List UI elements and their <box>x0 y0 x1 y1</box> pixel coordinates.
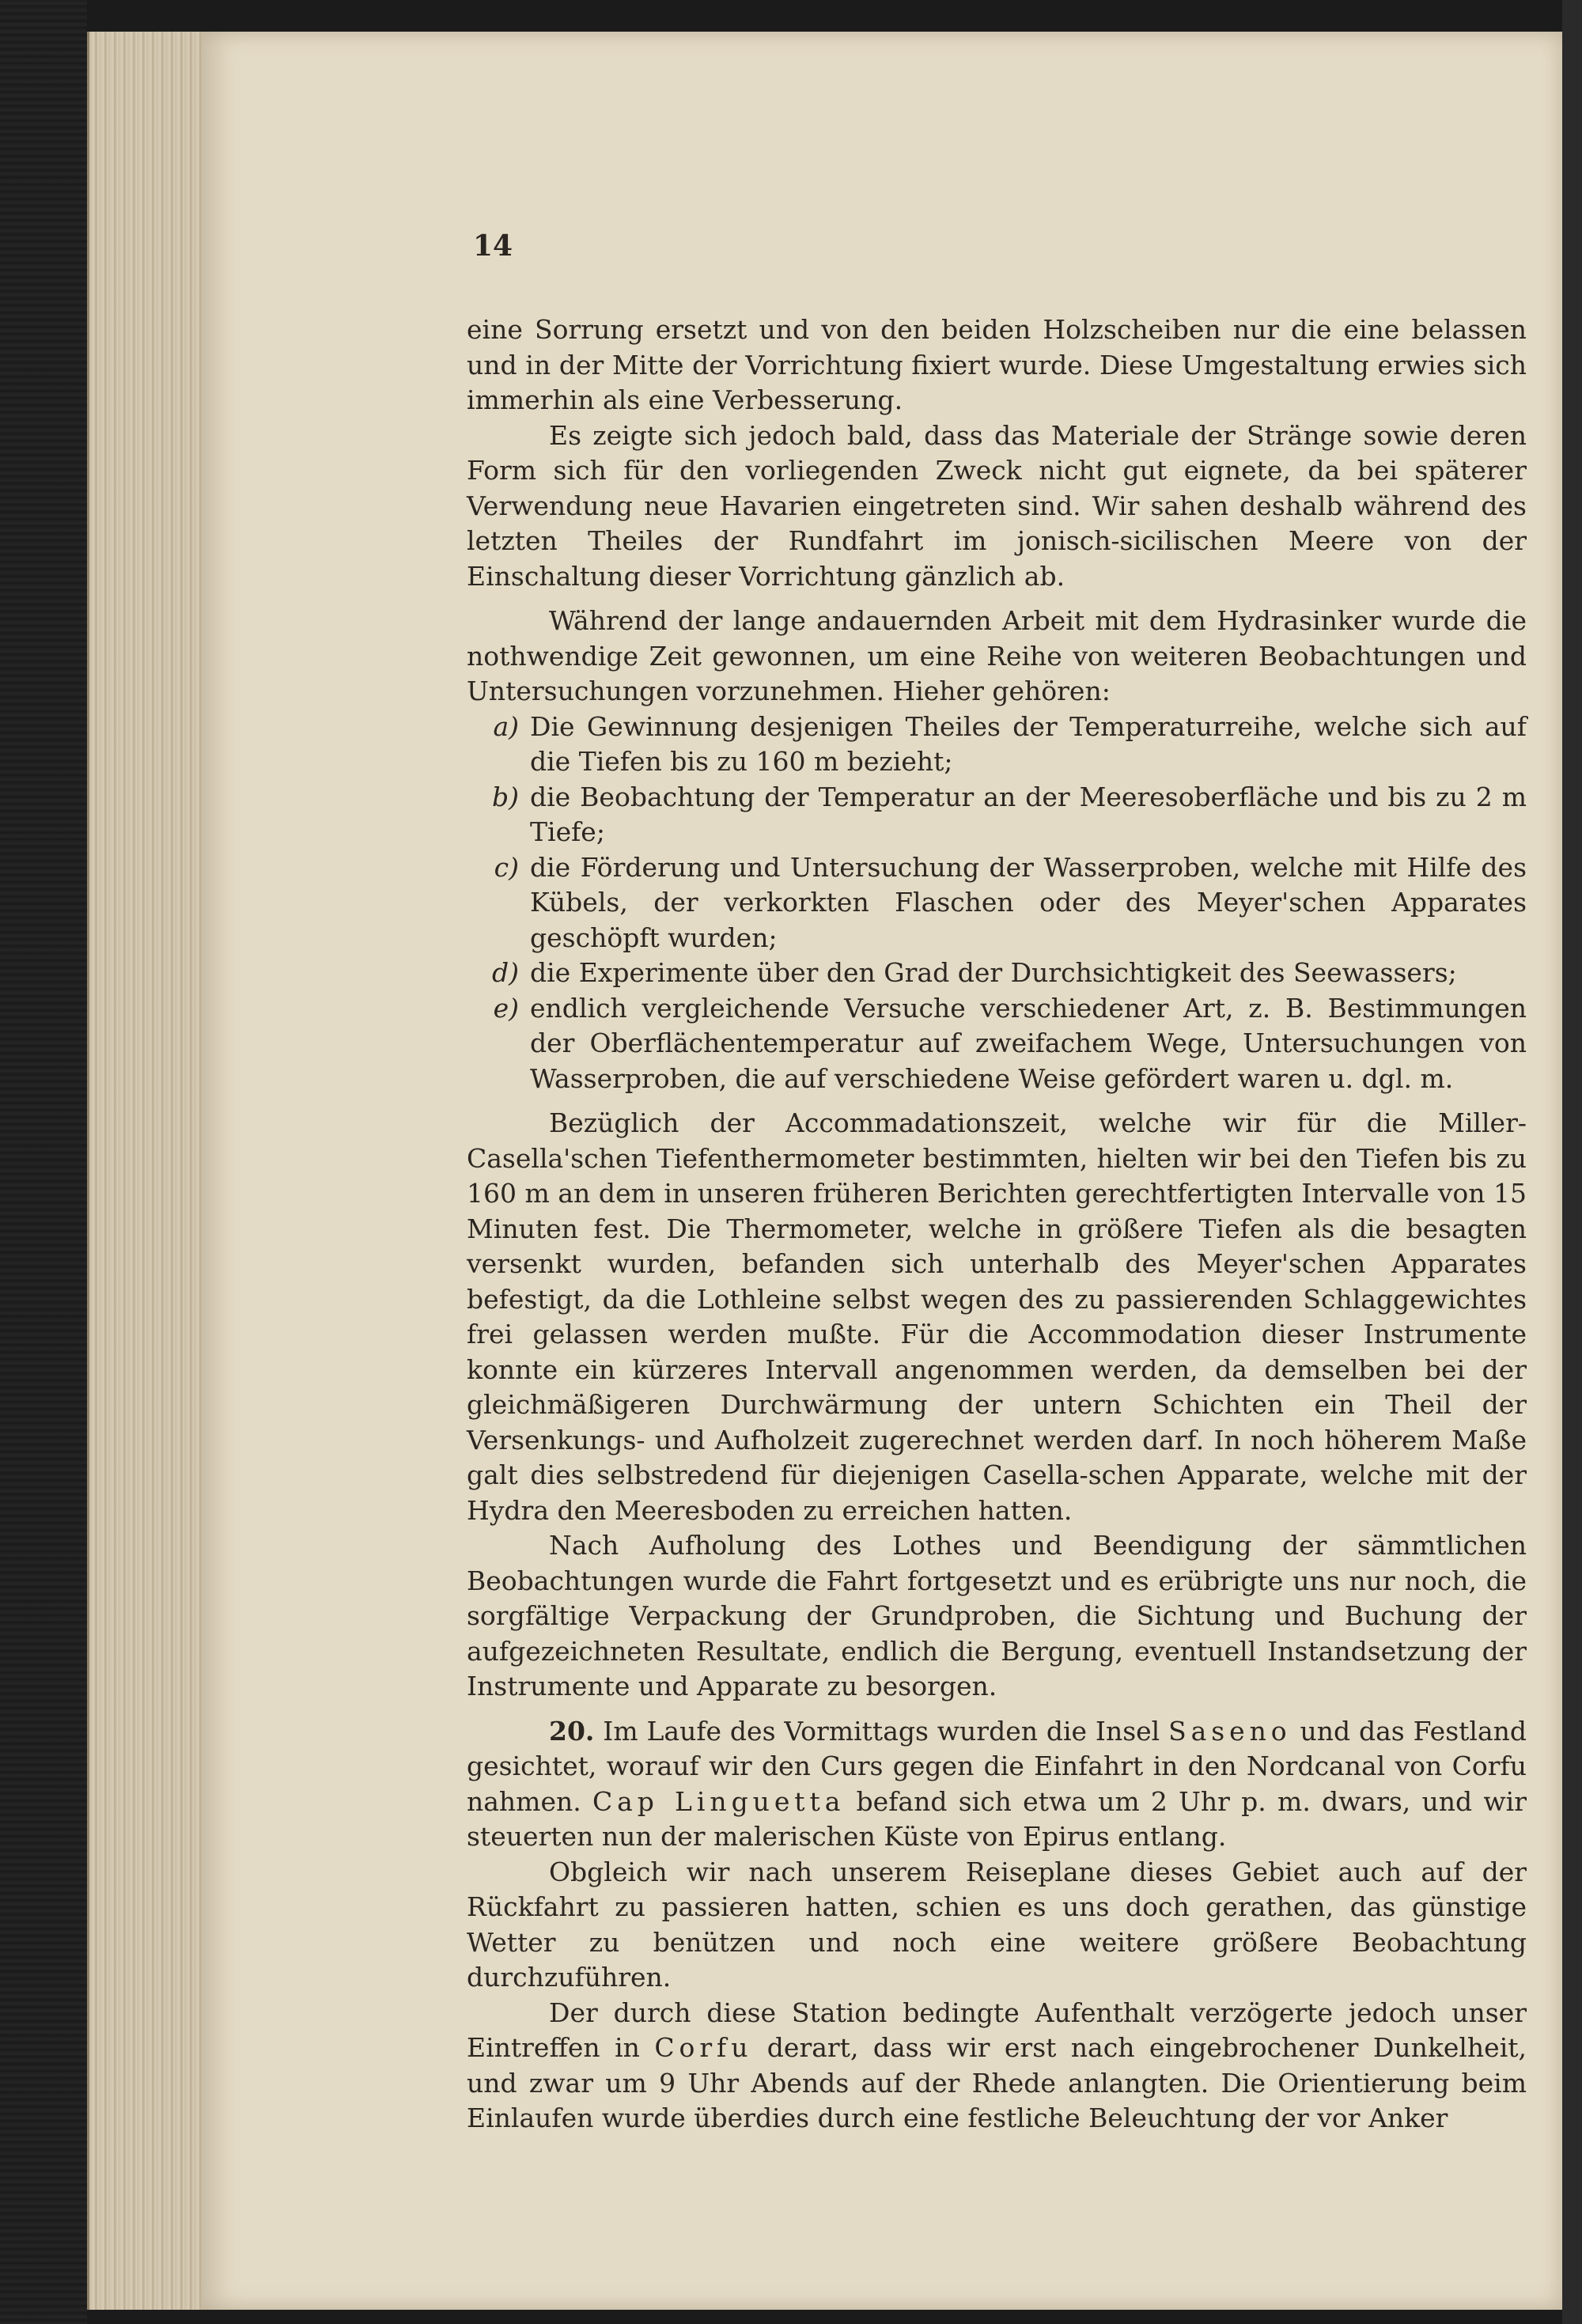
paragraph-7 <box>467 1996 1527 2137</box>
paragraph-6: Obgleich wir nach unserem Reiseplane dieses Gebiet auch auf der Rückfahrt zu passieren hatten, schien es uns doch gerathen, das günstige Wetter zu benützen und noch eine weitere größere Beobachtung durchzuführen. <box>467 1856 1527 1993</box>
list-item-d <box>467 956 1527 991</box>
list-marker: e) <box>493 992 519 1024</box>
list-marker: a) <box>493 710 519 742</box>
enumerated-list <box>467 710 1527 1097</box>
list-item-text: die Förderung und Untersuchung der Wasserproben, welche mit Hilfe des Kübels, der verkorkten Flaschen oder des Meyer'schen Apparates geschöpft wurden; <box>530 851 1527 953</box>
place-name-cap-linguetta: Cap Linguetta <box>592 1785 846 1817</box>
list-marker: d) <box>492 957 519 988</box>
list-item-text: die Beobachtung der Temperatur an der Meeresoberfläche und bis zu 2 m Tiefe; <box>530 781 1527 847</box>
section-20-text-2: und das Festland gesichtet, worauf wir den Curs gegen die Einfahrt in den Nordcanal von Corfu nahmen. <box>467 1715 1527 1817</box>
section-20-text-1: Im Laufe des Vormittags wurden die Insel <box>594 1715 1169 1747</box>
list-item-c <box>467 850 1527 956</box>
section-number: 20. <box>549 1715 595 1747</box>
scan-edge <box>1562 0 1582 2324</box>
paragraph-5: Nach Aufholung des Lothes und Beendigung der sämmtlichen Beobachtungen wurde die Fahrt fortgesetzt und es erübrigte uns nur noch, die sorgfältige Verpackung der Grundproben, die Sichtung und Buchung der aufgezeichneten Resultate, endlich die Bergung, eventuell Instandsetzung der Instrumente und Apparate zu besorgen. <box>467 1530 1527 1701</box>
section-20-text-3: befand sich etwa um 2 Uhr p. m. dwars, und wir steuerten nun der malerischen Küste von Epirus entlang. <box>467 1785 1527 1852</box>
place-name-saseno: Saseno <box>1168 1715 1292 1747</box>
paragraph-4: Bezüglich der Accommadationszeit, welche wir für die Miller-Casella'schen Tiefenthermometer bestimmten, hielten wir bei den Tiefen bis zu 160 m an dem in unseren früheren Berichten gerechtfertigten Intervalle von 15 Minuten fest. Die Thermometer, welche in größere Tiefen als die besagten versenkt wurden, befanden sich unterhalb des Meyer'schen Apparates befestigt, da die Lothleine selbst wegen des zu passierenden Schlaggewichtes frei gelassen werden mußte. Für die Accommodation dieser Instrumente konnte ein kürzeres Intervall angenommen werden, da demselben bei der gleichmäßigeren Durchwärmung der untern Schichten ein Theil der Versenkungs- und Aufholzeit zugerechnet werden darf. In noch höherem Maße galt dies selbstredend für diejenigen Casella-schen Apparate, welche mit der Hydra den Meeresboden zu erreichen hatten. <box>467 1107 1527 1526</box>
paragraph-1: eine Sorrung ersetzt und von den beiden Holzscheiben nur die eine belassen und in der Mitte der Vorrichtung fixiert wurde. Diese Umgestaltung erwies sich immerhin als eine Verbesserung. <box>467 314 1527 415</box>
paragraph-7-text-2: derart, dass wir erst nach eingebrochener Dunkelheit, und zwar um 9 Uhr Abends auf der Rhede anlangten. Die Orientierung beim Einlaufen wurde überdies durch eine festliche Beleuchtung der vor Anker <box>467 2032 1527 2133</box>
list-marker: c) <box>494 851 519 883</box>
body-text <box>467 312 1527 2137</box>
paragraph-7-text-1: Der durch diese Station bedingte Aufenthalt verzögerte jedoch unser Eintreffen in <box>467 1997 1527 2063</box>
list-marker: b) <box>492 781 519 812</box>
list-item-b <box>467 780 1527 850</box>
page-edges <box>87 32 208 2310</box>
list-item-text: die Experimente über den Grad der Durchsichtigkeit des Seewassers; <box>530 957 1457 988</box>
page-number: 14 <box>473 229 513 263</box>
section-20-paragraph <box>467 1714 1527 1855</box>
paragraph-3: Während der lange andauernden Arbeit mit dem Hydrasinker wurde die nothwendige Zeit gewonnen, um eine Reihe von weiteren Beobachtungen und Untersuchungen vorzunehmen. Hieher gehören: <box>467 605 1527 706</box>
paragraph-2: Es zeigte sich jedoch bald, dass das Materiale der Stränge sowie deren Form sich für den vorliegenden Zweck nicht gut eignete, da bei späterer Verwendung neue Havarien eingetreten sind. Wir sahen deshalb während des letzten Theiles der Rundfahrt im jonisch-sicilischen Meere von der Einschaltung dieser Vorrichtung gänzlich ab. <box>467 419 1527 592</box>
list-item-text: Die Gewinnung desjenigen Theiles der Temperaturreihe, welche sich auf die Tiefen bis zu 160 m bezieht; <box>530 710 1527 777</box>
place-name-corfu: Corfu <box>654 2032 753 2063</box>
list-item-e <box>467 991 1527 1097</box>
list-item-a <box>467 710 1527 780</box>
list-item-text: endlich vergleichende Versuche verschiedener Art, z. B. Bestimmungen der Oberflächentemperatur auf zweifachem Wege, Untersuchungen von Wasserproben, die auf verschiedene Weise gefördert waren u. dgl. m. <box>530 992 1527 1094</box>
book-binding <box>0 0 87 2324</box>
